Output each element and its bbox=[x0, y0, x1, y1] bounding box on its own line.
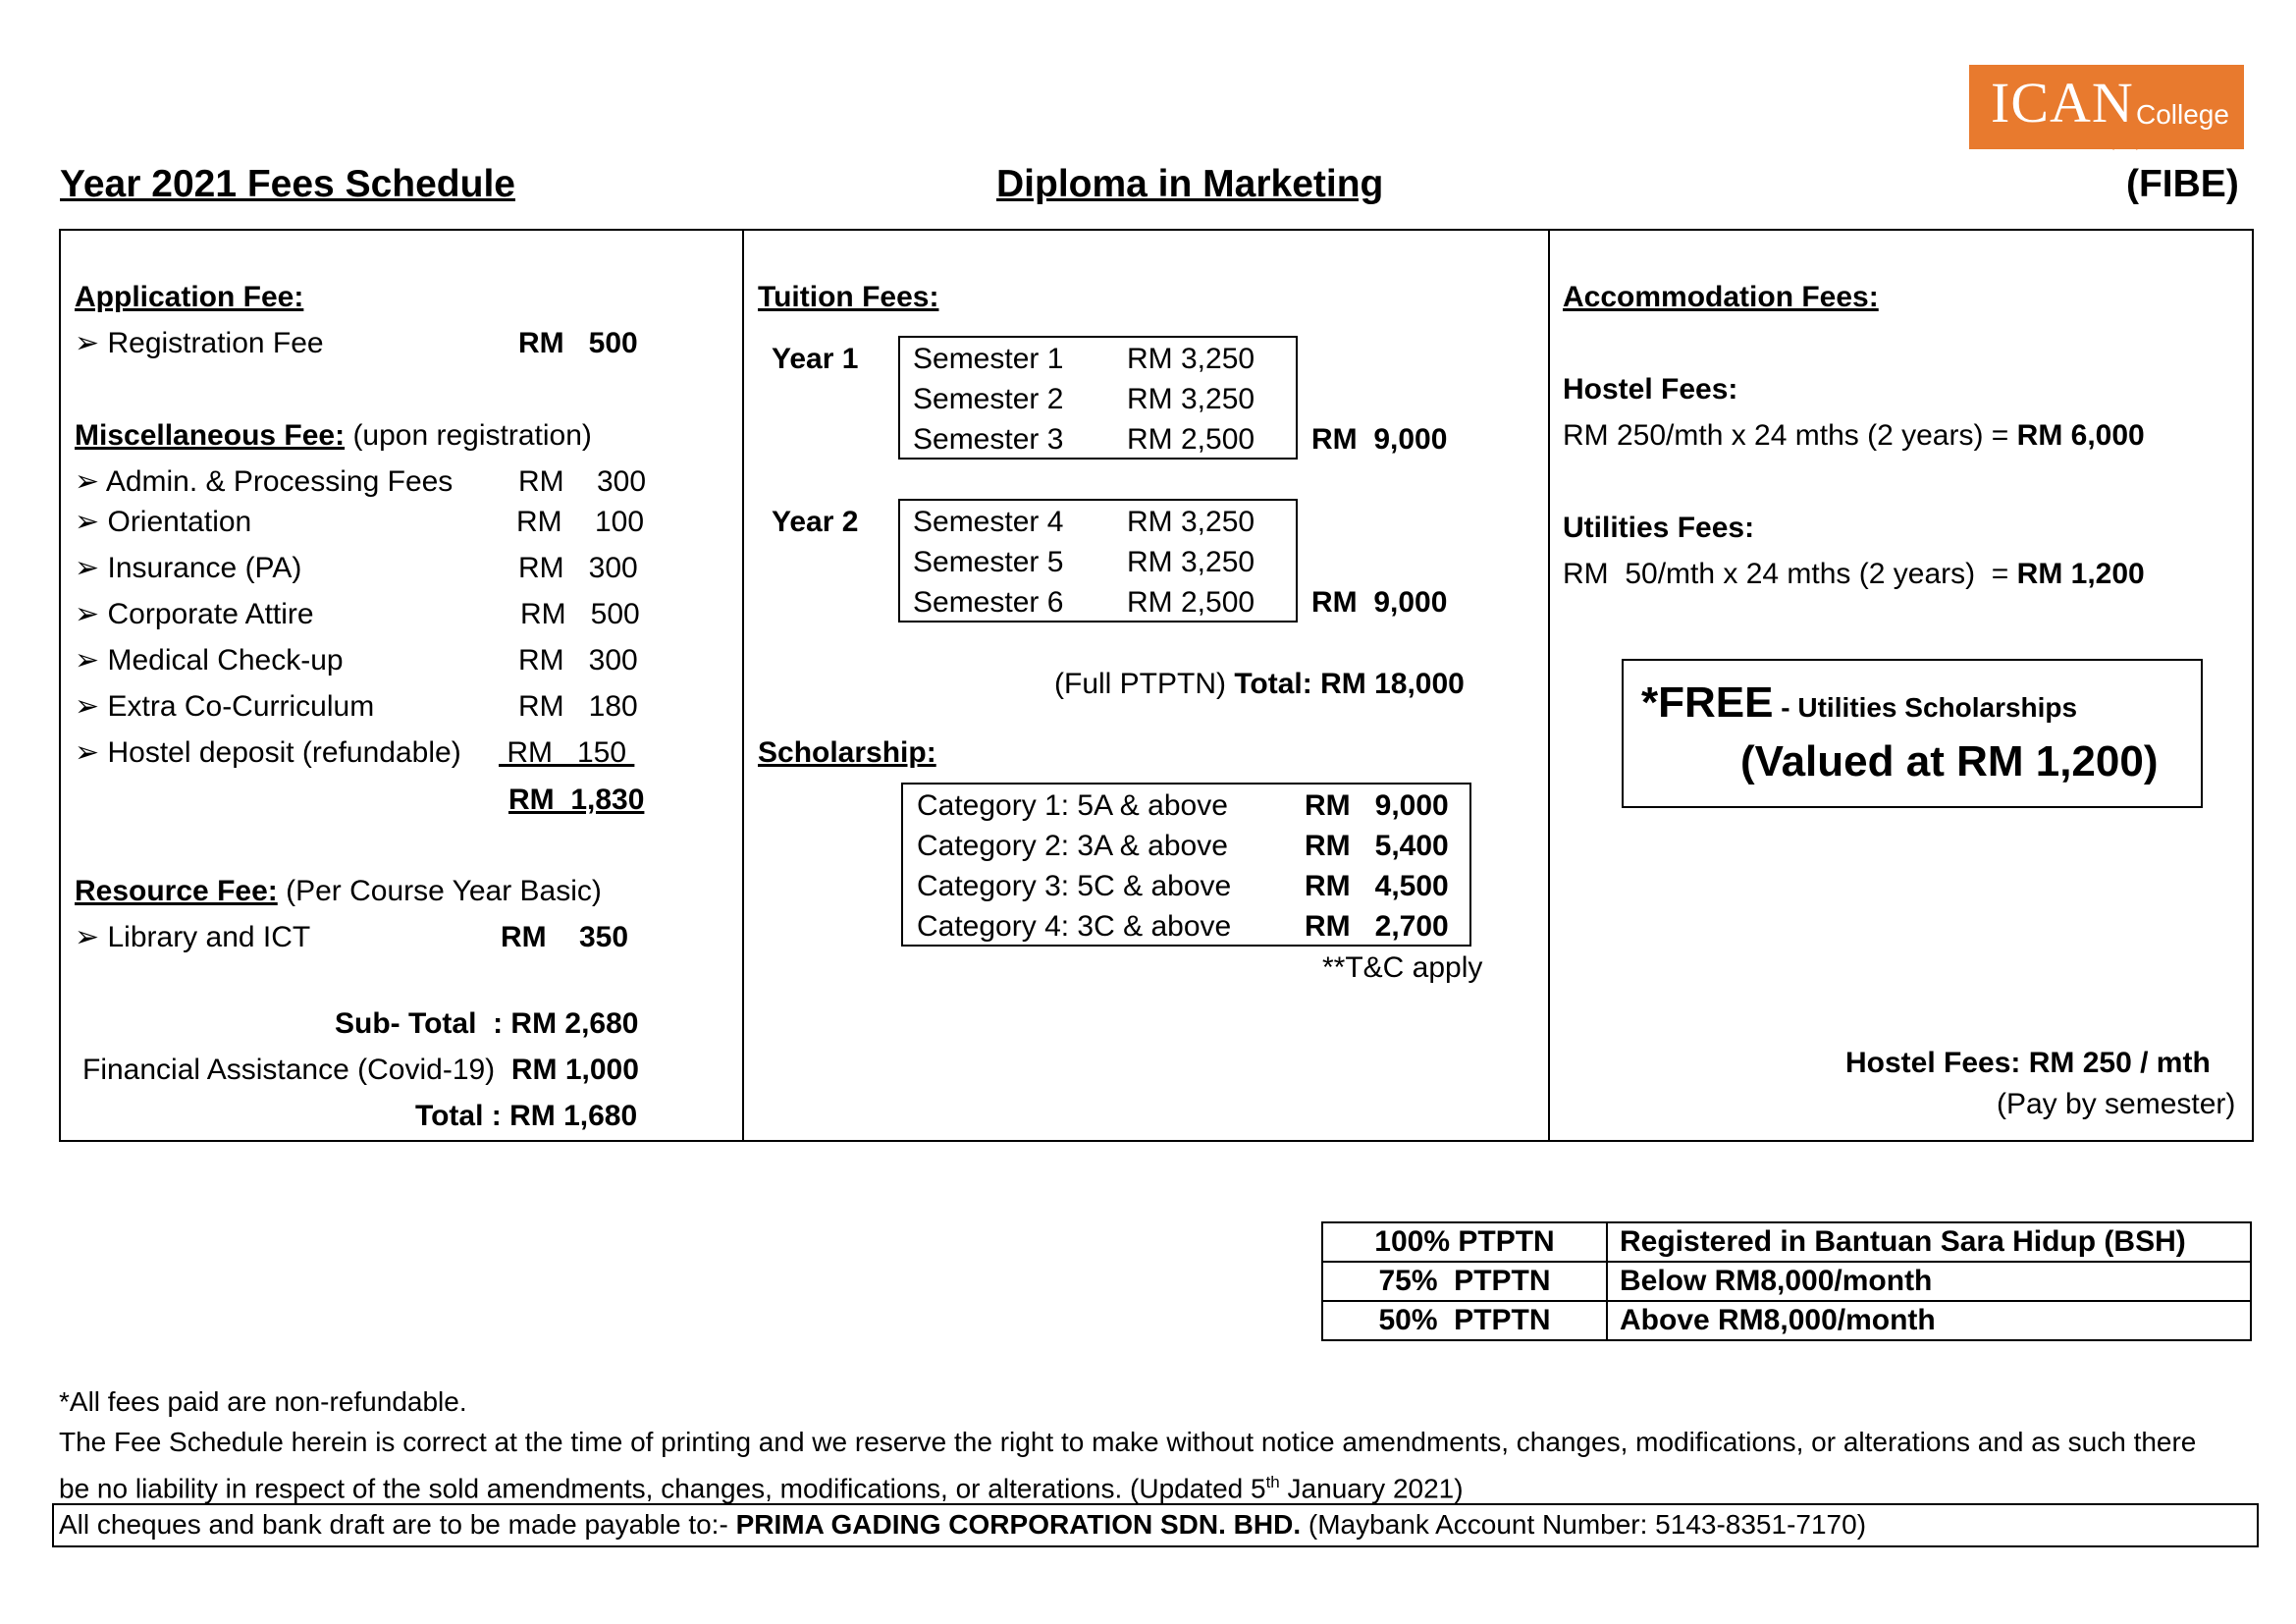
misc-fee-total: RM 1,830 bbox=[508, 784, 645, 816]
registration-fee-row bbox=[75, 325, 324, 362]
application-fee-heading: Application Fee: bbox=[75, 281, 304, 313]
program-code: (FIBE) bbox=[2126, 163, 2239, 205]
misc-item-label: ➢ Hostel deposit (refundable) bbox=[75, 736, 461, 769]
semester-amount: RM 2,500 bbox=[1127, 586, 1255, 619]
tuition-grand-total: Total: RM 18,000 bbox=[1234, 668, 1465, 700]
resource-item-row bbox=[75, 919, 310, 956]
misc-item-amount: RM 100 bbox=[516, 506, 645, 538]
logo-college: College bbox=[2136, 99, 2229, 130]
year-2-label: Year 2 bbox=[772, 506, 859, 538]
tuition-grand-total-row bbox=[1054, 666, 1465, 703]
ptptn-table bbox=[1321, 1221, 2252, 1341]
misc-item-label: ➢ Orientation bbox=[75, 506, 252, 538]
ptptn-description: Registered in Bantuan Sara Hidup (BSH) bbox=[1607, 1222, 2251, 1262]
logo-tagline: • Quality • Professionalism bbox=[2101, 138, 2227, 150]
program-title: Diploma in Marketing bbox=[996, 163, 1384, 205]
pay-by-semester-note: (Pay by semester) bbox=[1997, 1088, 2236, 1120]
utilities-fees-calc: RM 50/mth x 24 mths (2 years) = bbox=[1563, 558, 2017, 590]
table-row bbox=[1322, 1222, 2251, 1262]
arrow-bullet-icon: ➢ bbox=[75, 598, 108, 630]
category-label: Category 4: 3C & above bbox=[917, 910, 1232, 943]
registration-fee-amount: RM 500 bbox=[518, 327, 638, 359]
disclaimer-line-1: The Fee Schedule herein is correct at the time of printing and we reserve the right to make without notice amendments, changes, modifications, or alterations and as such there bbox=[59, 1427, 2197, 1457]
free-label: *FREE bbox=[1641, 678, 1774, 727]
misc-item-label: ➢ Admin. & Processing Fees bbox=[75, 465, 454, 498]
arrow-bullet-icon: ➢ bbox=[75, 327, 108, 359]
resource-item-amount: RM 350 bbox=[501, 921, 629, 953]
arrow-bullet-icon: ➢ bbox=[75, 506, 108, 538]
column-divider-2 bbox=[1548, 229, 1550, 1142]
category-amount: RM 4,500 bbox=[1305, 870, 1449, 902]
category-amount: RM 9,000 bbox=[1305, 789, 1449, 822]
hostel-rate: Hostel Fees: RM 250 / mth bbox=[1845, 1047, 2211, 1079]
category-label: Category 2: 3A & above bbox=[917, 830, 1228, 862]
subtotal: Sub- Total : RM 2,680 bbox=[335, 1007, 639, 1040]
semester-name: Semester 3 bbox=[913, 423, 1064, 456]
resource-fee-heading-row bbox=[75, 873, 602, 910]
full-ptptn-label: (Full PTPTN) bbox=[1054, 668, 1235, 700]
registration-fee-label: Registration Fee bbox=[107, 327, 324, 359]
resource-fee-note: (Per Course Year Basic) bbox=[277, 875, 602, 907]
semester-name: Semester 2 bbox=[913, 383, 1064, 415]
semester-amount: RM 3,250 bbox=[1127, 546, 1255, 578]
arrow-bullet-icon: ➢ bbox=[75, 921, 108, 953]
payee-company: PRIMA GADING CORPORATION SDN. BHD. bbox=[735, 1509, 1302, 1540]
semester-name: Semester 4 bbox=[913, 506, 1064, 538]
semester-amount: RM 3,250 bbox=[1127, 343, 1255, 375]
hostel-fees-total: RM 6,000 bbox=[2016, 419, 2145, 452]
column-divider-1 bbox=[742, 229, 744, 1142]
logo-wordmark: ICAN bbox=[1991, 71, 2134, 135]
non-refundable-note: *All fees paid are non-refundable. bbox=[59, 1386, 467, 1417]
arrow-bullet-icon: ➢ bbox=[75, 736, 108, 769]
semester-name: Semester 6 bbox=[913, 586, 1064, 619]
category-amount: RM 2,700 bbox=[1305, 910, 1449, 943]
utilities-fees-row bbox=[1563, 556, 2145, 593]
semester-amount: RM 2,500 bbox=[1127, 423, 1255, 456]
table-row bbox=[1322, 1262, 2251, 1301]
misc-item-label: ➢ Extra Co-Curriculum bbox=[75, 690, 375, 723]
category-label: Category 1: 5A & above bbox=[917, 789, 1228, 822]
misc-item-amount: RM 150 bbox=[499, 736, 635, 769]
resource-fee-heading: Resource Fee: bbox=[75, 875, 278, 907]
financial-assistance-row bbox=[82, 1052, 639, 1089]
hostel-fees-calc: RM 250/mth x 24 mths (2 years) = bbox=[1563, 419, 2017, 452]
hostel-fees-row bbox=[1563, 417, 2145, 455]
schedule-title: Year 2021 Fees Schedule bbox=[60, 163, 515, 205]
tuition-fees-heading: Tuition Fees: bbox=[758, 281, 939, 313]
misc-fee-note: (upon registration) bbox=[345, 419, 592, 452]
col1-total: Total : RM 1,680 bbox=[415, 1100, 638, 1132]
ptptn-level: 50% PTPTN bbox=[1322, 1301, 1607, 1340]
misc-item-amount: RM 300 bbox=[518, 552, 638, 584]
resource-item-label: Library and ICT bbox=[107, 921, 311, 953]
year-1-total: RM 9,000 bbox=[1311, 423, 1448, 456]
misc-item-amount: RM 500 bbox=[520, 598, 640, 630]
arrow-bullet-icon: ➢ bbox=[75, 644, 108, 677]
free-utilities-label: - Utilities Scholarships bbox=[1773, 692, 2078, 723]
misc-item-amount: RM 300 bbox=[518, 644, 638, 677]
semester-amount: RM 3,250 bbox=[1127, 383, 1255, 415]
ptptn-level: 100% PTPTN bbox=[1322, 1222, 1607, 1262]
semester-amount: RM 3,250 bbox=[1127, 506, 1255, 538]
bank-account: (Maybank Account Number: 5143-8351-7170) bbox=[1301, 1509, 1867, 1540]
valued-at: (Valued at RM 1,200) bbox=[1740, 737, 2159, 785]
ptptn-description: Below RM8,000/month bbox=[1607, 1262, 2251, 1301]
payable-prefix: All cheques and bank draft are to be made payable to:- bbox=[59, 1509, 736, 1540]
misc-item-label: ➢ Insurance (PA) bbox=[75, 552, 302, 584]
financial-assistance-label: Financial Assistance (Covid-19) bbox=[82, 1054, 511, 1086]
semester-name: Semester 1 bbox=[913, 343, 1064, 375]
financial-assistance-amount: RM 1,000 bbox=[510, 1054, 639, 1086]
ptptn-description: Above RM8,000/month bbox=[1607, 1301, 2251, 1340]
category-label: Category 3: 5C & above bbox=[917, 870, 1232, 902]
free-utilities-row bbox=[1641, 676, 2077, 740]
misc-fee-heading-row bbox=[75, 417, 592, 455]
misc-item-amount: RM 180 bbox=[518, 690, 638, 723]
arrow-bullet-icon: ➢ bbox=[75, 465, 106, 498]
accommodation-heading: Accommodation Fees: bbox=[1563, 281, 1879, 313]
payable-line bbox=[59, 1505, 1866, 1544]
misc-item-label: ➢ Medical Check-up bbox=[75, 644, 344, 677]
utilities-fees-total: RM 1,200 bbox=[2016, 558, 2145, 590]
arrow-bullet-icon: ➢ bbox=[75, 690, 108, 723]
arrow-bullet-icon: ➢ bbox=[75, 552, 108, 584]
misc-fee-heading: Miscellaneous Fee: bbox=[75, 419, 346, 452]
misc-item-amount: RM 300 bbox=[518, 465, 647, 498]
hostel-fees-heading: Hostel Fees: bbox=[1563, 373, 1738, 406]
semester-name: Semester 5 bbox=[913, 546, 1064, 578]
table-row bbox=[1322, 1301, 2251, 1340]
misc-item-label: ➢ Corporate Attire bbox=[75, 598, 314, 630]
tc-apply-note: **T&C apply bbox=[1322, 951, 1483, 984]
year-1-label: Year 1 bbox=[772, 343, 859, 375]
scholarship-heading: Scholarship: bbox=[758, 736, 936, 769]
disclaimer-line-2: be no liability in respect of the sold amendments, changes, modifications, or alterations. (Updated 5th January 2021) bbox=[59, 1473, 1464, 1504]
utilities-fees-heading: Utilities Fees: bbox=[1563, 512, 1755, 544]
category-amount: RM 5,400 bbox=[1305, 830, 1449, 862]
year-2-total: RM 9,000 bbox=[1311, 586, 1448, 619]
ptptn-level: 75% PTPTN bbox=[1322, 1262, 1607, 1301]
